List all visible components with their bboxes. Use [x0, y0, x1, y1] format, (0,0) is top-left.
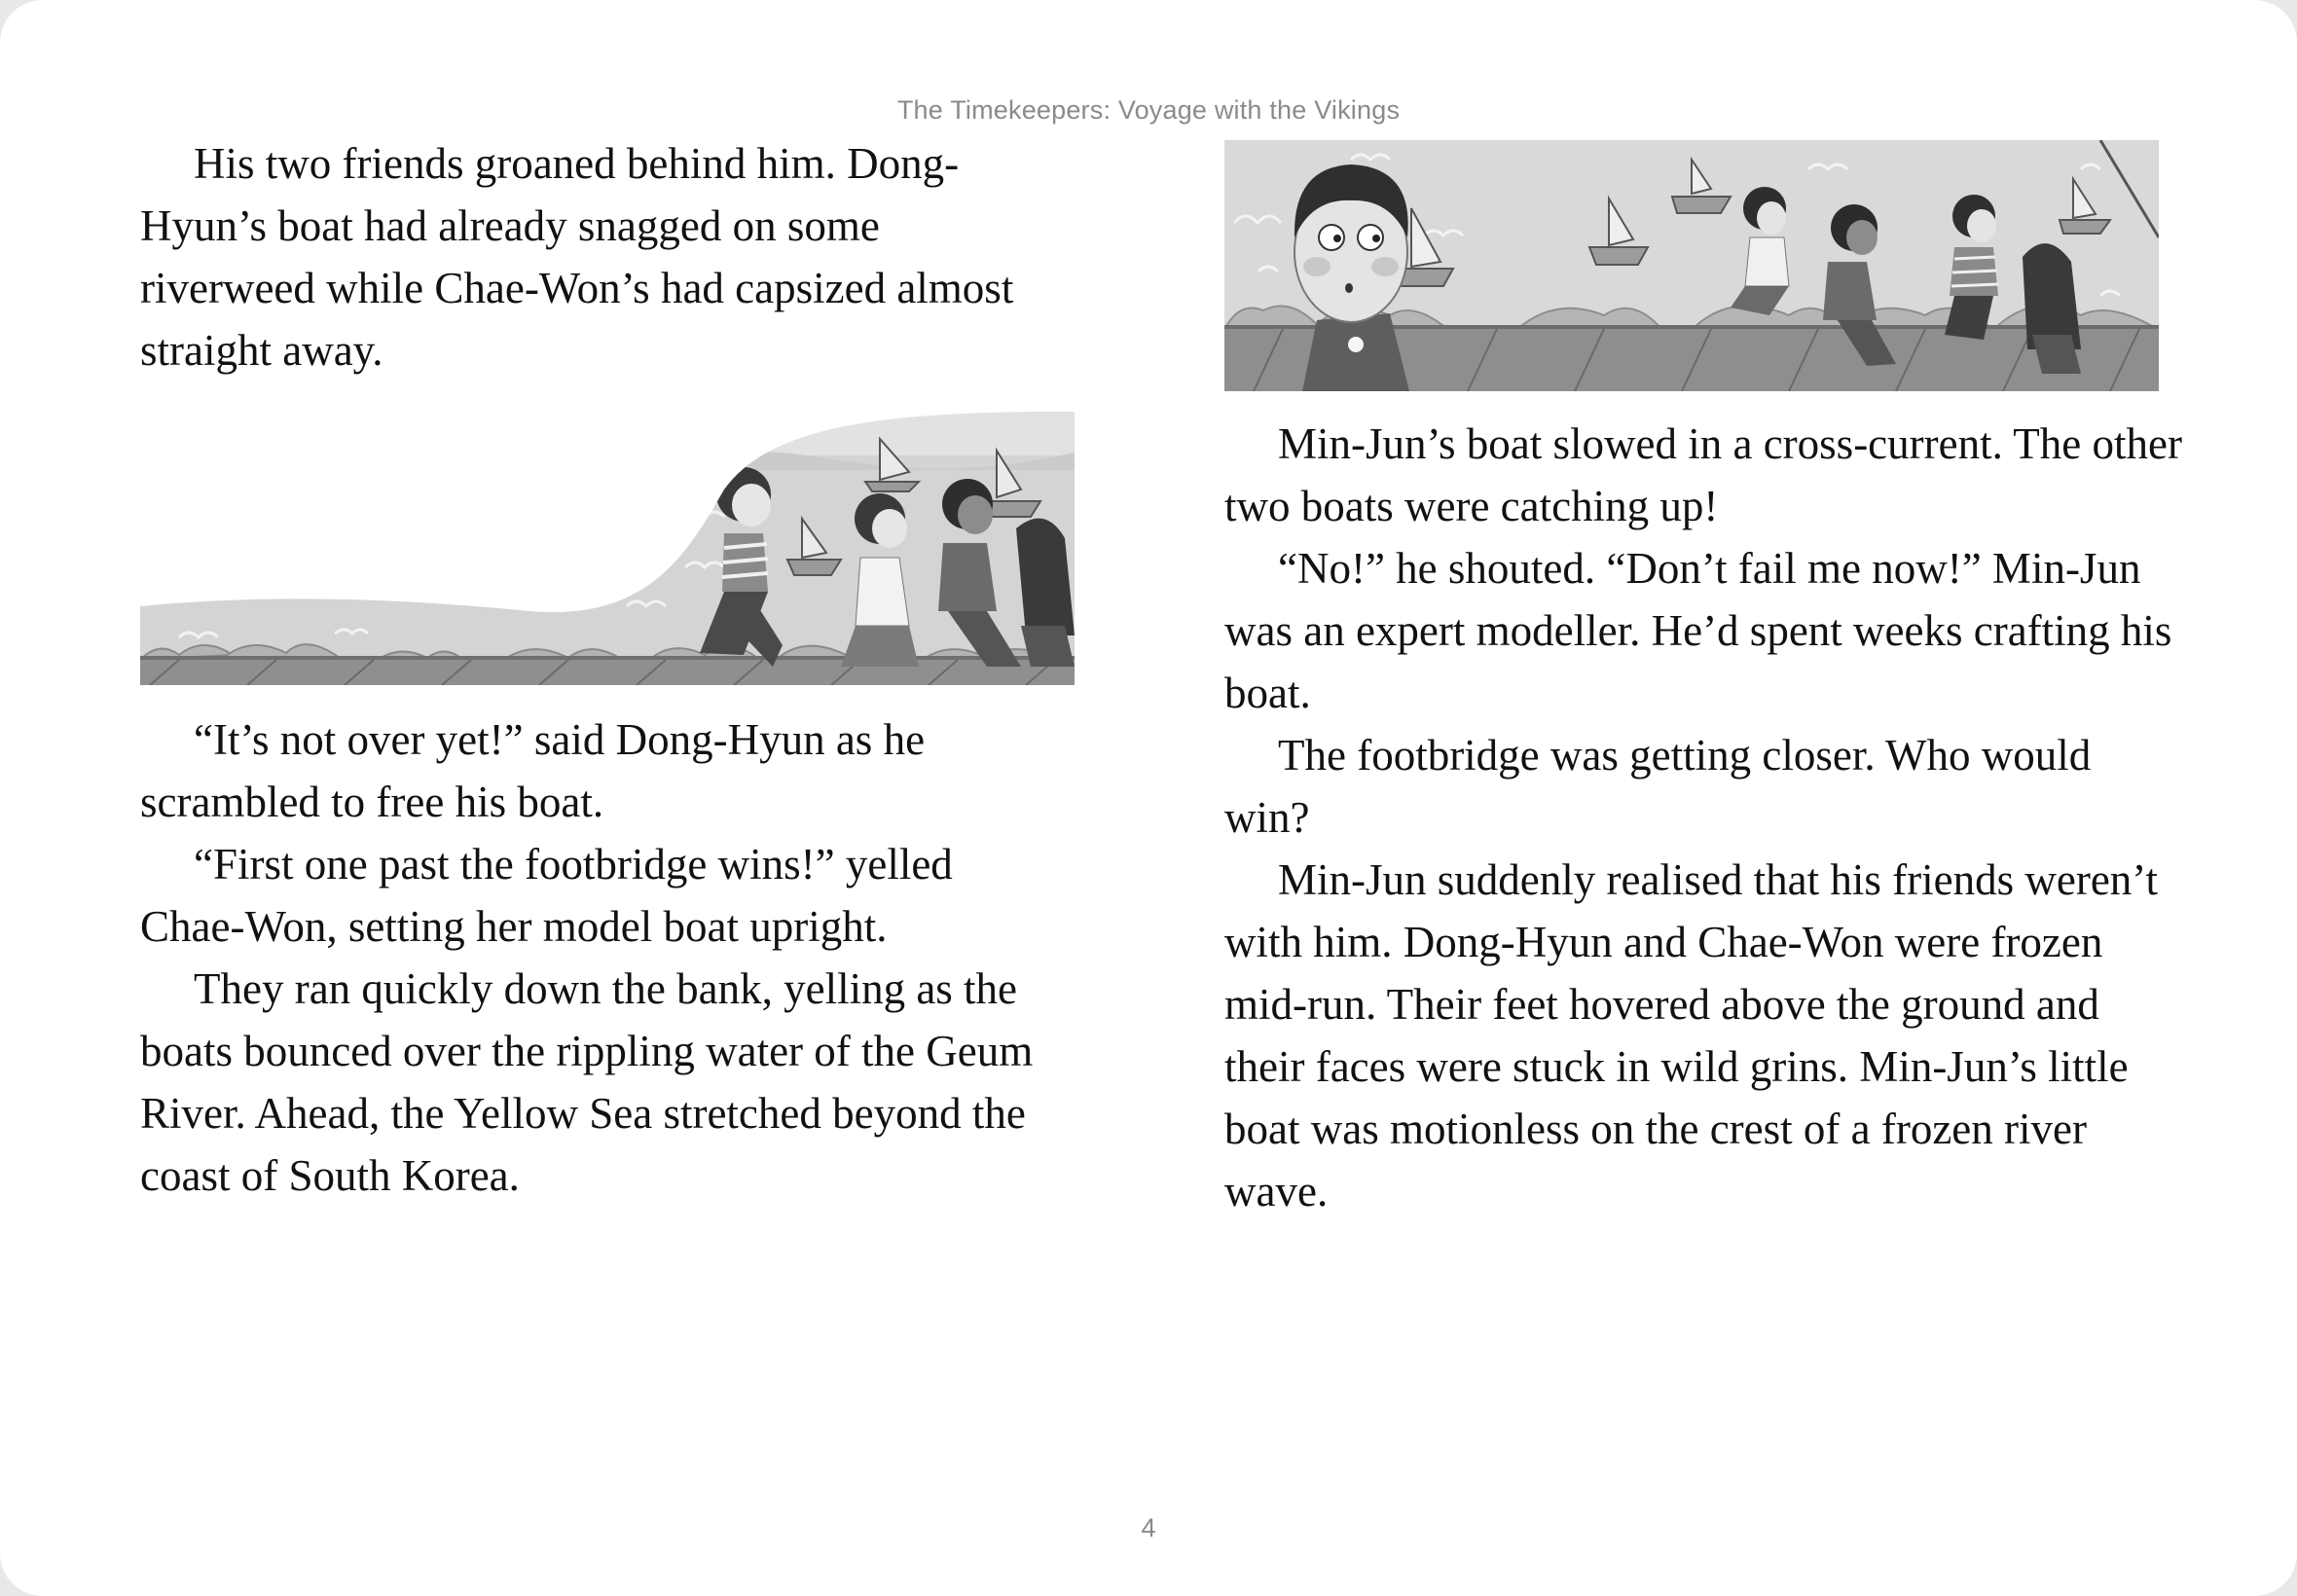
left-column-top-text — [140, 132, 1079, 381]
min-jun-frozen-friends-illustration-icon — [1224, 140, 2159, 391]
paragraph: The footbridge was getting closer. Who would win? — [1224, 731, 2092, 842]
paragraph: “No!” he shouted. “Don’t fail me now!” Min-Jun was an expert modeller. He’d spent weeks crafting his boat. — [1224, 544, 2172, 717]
paragraph: His two friends groaned behind him. Dong-Hyun’s boat had already snagged on some riverweed while Chae-Won’s had capsized almost straight away. — [140, 139, 1014, 375]
illustration-frozen-friends — [1224, 140, 2159, 391]
children-racing-boats-illustration-icon — [140, 412, 1075, 685]
paragraph: “First one past the footbridge wins!” yelled Chae-Won, setting her model boat upright. — [140, 840, 953, 951]
running-head: The Timekeepers: Voyage with the Vikings — [896, 95, 1401, 125]
paragraph: They ran quickly down the bank, yelling as the boats bounced over the rippling water of the Geum River. Ahead, the Yellow Sea stretched beyond the coast of South Korea. — [140, 964, 1034, 1200]
page-number: 4 — [1141, 1513, 1156, 1542]
paragraph: “It’s not over yet!” said Dong-Hyun as he scrambled to free his boat. — [140, 715, 926, 826]
left-column-bottom-text — [140, 708, 1079, 1207]
illustration-children-racing — [140, 412, 1075, 685]
paragraph: Min-Jun suddenly realised that his friends weren’t with him. Dong-Hyun and Chae-Won were frozen mid-run. Their feet hovered above the ground and their faces were stuck in wild grins. Min-Jun’s little boat was motionless on the crest of a frozen river wave. — [1224, 855, 2158, 1215]
paragraph: Min-Jun’s boat slowed in a cross-current. The other two boats were catching up! — [1224, 419, 2182, 530]
right-column-text — [1224, 413, 2182, 1222]
